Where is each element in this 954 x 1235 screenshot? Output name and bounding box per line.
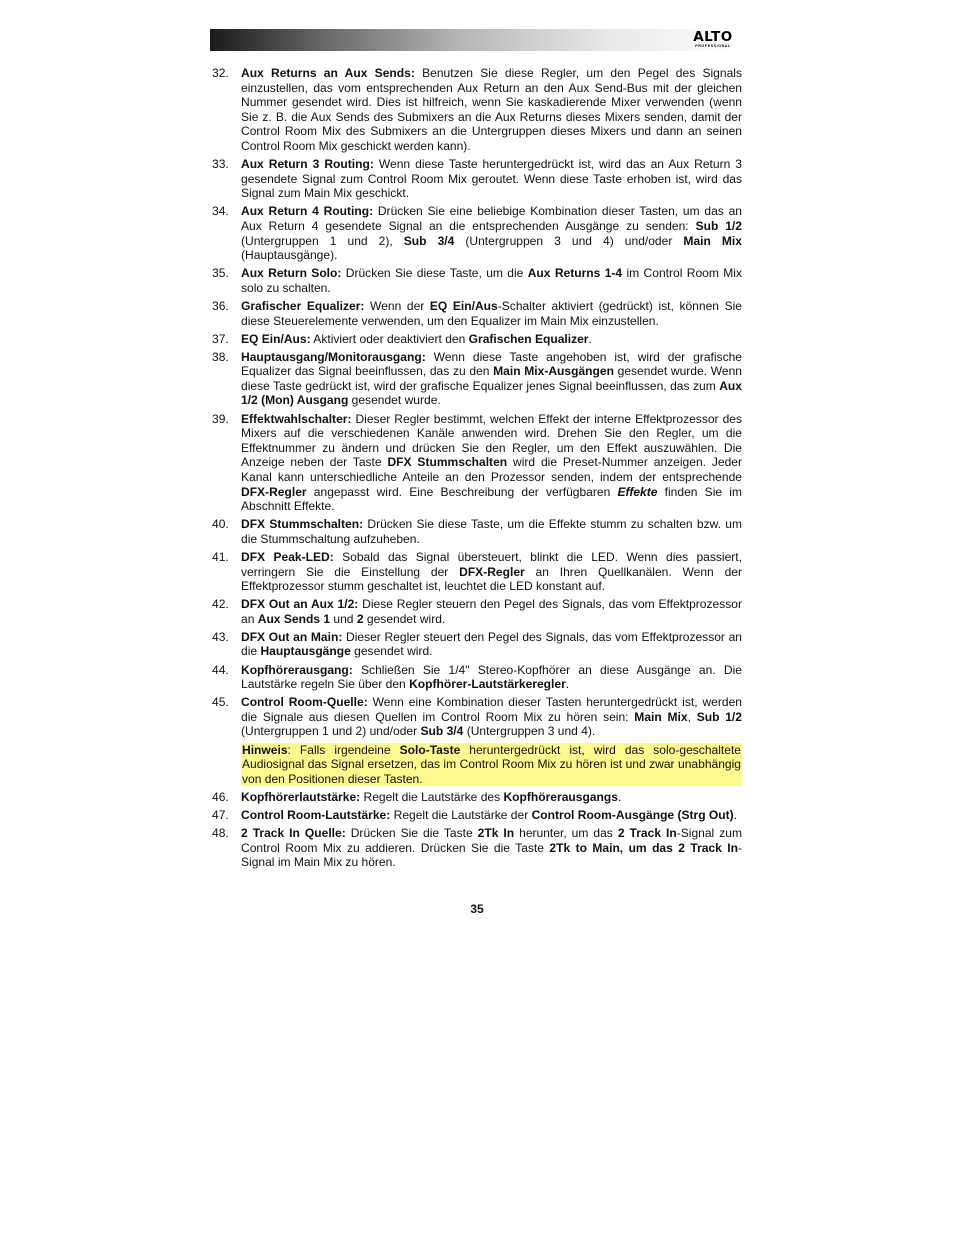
- bold-term: Hauptausgänge: [260, 644, 351, 659]
- bold-term: EQ Ein/Aus:: [241, 331, 311, 346]
- item-number: 42.: [212, 597, 229, 612]
- text-run: Diese Regler steuern den Pegel des Signals, das vom Effektprozessor an: [241, 597, 742, 626]
- bold-term: Sub 3/4: [403, 233, 455, 248]
- bold-term: Kopfhörerausgangs: [503, 789, 618, 804]
- text-run: gesendet wird.: [350, 644, 433, 659]
- item-number: 44.: [212, 662, 229, 677]
- text-run: Wenn diese Taste angehoben ist, wird der grafische Equalizer das Signal beeinflussen, das zu den: [241, 349, 742, 379]
- item-number: 32.: [212, 66, 229, 80]
- text-run: Drücken Sie die Taste: [345, 826, 478, 840]
- list-item: [212, 826, 742, 870]
- text-run: (Untergruppen 1 und 2),: [241, 233, 404, 248]
- bold-term: Aux Returns 1-4: [527, 266, 623, 281]
- item-number: 35.: [212, 266, 229, 281]
- text-run: finden Sie im Abschnitt Effekte.: [241, 484, 742, 514]
- text-run: Wenn diese Taste heruntergedrückt ist, wird das an Aux Return 3 gesendete Signal zum Control Room Mix geroutet. Wenn diese Taste erhoben ist, wird das Signal zum Main Mix geschickt.: [241, 157, 742, 201]
- text-run: wird die Preset-Nummer anzeigen. Jeder Kanal kann unterschiedliche Anteile an den Prozessor senden, indem der entsprechende: [241, 455, 742, 484]
- numbered-list-a: [212, 66, 742, 739]
- list-item: [212, 412, 742, 514]
- bold-term: Effektwahlschalter:: [241, 411, 352, 426]
- text-run: an Ihren Quellkanälen. Wenn der Effektprozessor stumm geschaltet ist, leuchtet die LED konstant auf.: [241, 564, 742, 594]
- bold-term: DFX Stummschalten:: [241, 517, 364, 532]
- item-number: 36.: [212, 298, 229, 313]
- bold-term: EQ Ein/Aus: [429, 298, 498, 313]
- text-run: Regelt die Lautstärke der: [390, 807, 532, 822]
- text-run: gesendet wurde. Wenn diese Taste gedrückt ist, wird der grafische Equalizer jenes Signal beeinflussen, das zum: [241, 364, 742, 393]
- list-item: [212, 332, 742, 347]
- manual-body: [212, 66, 742, 873]
- text-run: angepasst wird. Eine Beschreibung der verfügbaren: [306, 484, 618, 499]
- text-run: Regelt die Lautstärke des: [360, 789, 504, 804]
- text-run: Benutzen Sie diese Regler, um den Pegel des Signals einzustellen, das vom entsprechenden Aux Return an den Aux Send-Bus mit der gleichen Nummer gesendet wird. Dies ist hilfreich, wenn Sie kaskadierende Mixer verwenden (wenn Sie z. B. die Aux Sends des Submixers an die Aux Returns dieses Mixers senden, damit der Control Room Mix des Submixers an die Untergruppen dieses Mixers und dann an seinen Control Room Mix geschickt werden kann).: [241, 66, 742, 153]
- bold-term: DFX Stummschalten: [387, 455, 508, 470]
- bold-term: DFX-Regler: [459, 564, 525, 579]
- text-run: .: [617, 789, 622, 804]
- text-run: : Falls irgendeine: [287, 742, 400, 757]
- header-gradient-bar: [210, 29, 742, 51]
- bold-term: Aux Returns an Aux Sends:: [241, 66, 415, 80]
- text-run: im Control Room Mix solo zu schalten.: [241, 266, 742, 295]
- bold-term: Sub 1/2: [695, 218, 742, 233]
- item-number: 37.: [212, 331, 229, 346]
- highlighted-note: [241, 743, 742, 787]
- bold-term: DFX Out an Main:: [241, 629, 343, 644]
- item-number: 46.: [212, 789, 229, 804]
- bold-term: Aux Return 4 Routing:: [241, 204, 374, 219]
- text-run: .: [733, 807, 738, 822]
- bold-term: DFX Out an Aux 1/2:: [241, 597, 359, 612]
- numbered-list-b: [212, 790, 742, 870]
- bold-term: Sub 1/2: [696, 709, 742, 724]
- bold-term: Aux Sends 1: [257, 611, 331, 626]
- list-item: [212, 299, 742, 328]
- bold-term: Solo-Taste: [399, 742, 461, 757]
- text-run: (Untergruppen 3 und 4) und/oder: [454, 233, 684, 248]
- bold-term: Grafischer Equalizer:: [241, 298, 365, 313]
- item-number: 48.: [212, 826, 229, 840]
- text-run: gesendet wird.: [363, 611, 446, 626]
- item-number: 41.: [212, 549, 229, 564]
- bold-term: 2: [356, 611, 364, 626]
- list-item: [212, 695, 742, 739]
- alto-logo: [686, 31, 740, 49]
- bold-term: 2 Track In: [617, 826, 677, 840]
- text-run: (Hauptausgänge).: [241, 248, 338, 263]
- list-item: [212, 517, 742, 546]
- text-run: Sobald das Signal übersteuert, blinkt die LED. Wenn dies passiert, verringern Sie die Einstellung der: [241, 549, 742, 579]
- list-item: [212, 790, 742, 805]
- bold-term: Hauptausgang/Monitorausgang:: [241, 349, 426, 364]
- item-number: 34.: [212, 204, 229, 219]
- bold-term: 2Tk to Main, um das 2 Track In: [549, 840, 738, 855]
- bold-term: Hinweis: [242, 742, 288, 757]
- text-run: Wenn der: [364, 298, 430, 313]
- bold-term: Kopfhörerausgang:: [241, 662, 353, 677]
- page-number: 35: [470, 902, 484, 916]
- bold-term: Effekte: [617, 484, 658, 499]
- bold-term: 2 Track In Quelle:: [241, 826, 346, 840]
- text-run: herunter, um das: [514, 826, 618, 840]
- item-number: 40.: [212, 517, 229, 532]
- item-number: 45.: [212, 695, 229, 710]
- text-run: Dieser Regler steuert den Pegel des Signals, das vom Effektprozessor an die: [241, 629, 743, 659]
- list-item: [212, 597, 742, 626]
- text-run: Wenn eine Kombination dieser Tasten heruntergedrückt ist, werden die Signale aus diesen Quellen im Control Room Mix zu hören sein:: [241, 695, 742, 724]
- text-run: Drücken Sie diese Taste, um die: [341, 266, 528, 281]
- text-run: -Schalter aktiviert (gedrückt) ist, können Sie diese Steuerelemente verwenden, um den Equalizer im Main Mix einzustellen.: [241, 298, 742, 328]
- item-number: 43.: [212, 629, 229, 644]
- text-run: -Signal im Main Mix zu hören.: [241, 840, 742, 870]
- bold-term: Control Room-Quelle:: [241, 695, 368, 710]
- bold-term: Main Mix: [683, 233, 742, 248]
- list-item: [212, 204, 742, 262]
- bold-term: 2Tk In: [477, 826, 515, 840]
- list-item: [212, 663, 742, 692]
- bold-term: Aux Return 3 Routing:: [241, 157, 374, 172]
- bold-term: DFX Peak-LED:: [241, 549, 334, 564]
- item-number: 38.: [212, 349, 229, 364]
- text-run: Drücken Sie eine beliebige Kombination dieser Tasten, um das an Aux Return 4 gesendete Signal an die entsprechenden Ausgänge zu senden:: [241, 204, 742, 233]
- bold-term: Main Mix-Ausgängen: [493, 364, 614, 379]
- text-run: Schließen Sie 1/4" Stereo-Kopfhörer an diese Ausgänge an. Die Lautstärke regeln Sie über den: [241, 662, 742, 692]
- text-run: gesendet wurde.: [348, 393, 441, 408]
- logo-wordmark: ALTO: [693, 29, 733, 45]
- item-number: 47.: [212, 807, 229, 822]
- list-item: [212, 157, 742, 201]
- text-run: Aktiviert oder deaktiviert den: [310, 331, 469, 346]
- bold-term: Sub 3/4: [420, 724, 464, 739]
- logo-subtitle: PROFESSIONAL: [695, 44, 731, 48]
- bold-term: Control Room-Ausgänge (Strg Out): [531, 807, 734, 822]
- bold-term: Kopfhörer-Lautstärkeregler: [409, 677, 566, 692]
- text-run: Dieser Regler bestimmt, welchen Effekt der interne Effektprozessor des Mixers auf die verschiedenen Kanäle anwenden wird. Drehen Sie den Regler, um die Effektnummer zu ändern und drücken Sie den Regler, um den Effekt auszuwählen. Die Anzeige neben der Taste: [241, 411, 742, 470]
- list-item: [212, 350, 742, 408]
- list-item: [212, 550, 742, 594]
- bold-term: Grafischen Equalizer: [468, 331, 589, 346]
- item-number: 33.: [212, 157, 229, 172]
- bold-term: Control Room-Lautstärke:: [241, 807, 391, 822]
- text-run: Drücken Sie diese Taste, um die Effekte stumm zu schalten bzw. um die Stummschaltung aufzuheben.: [241, 517, 742, 546]
- list-item: [212, 266, 742, 295]
- text-run: (Untergruppen 3 und 4).: [463, 724, 596, 739]
- item-number: 39.: [212, 411, 229, 426]
- text-run: .: [565, 677, 570, 692]
- text-run: ,: [687, 709, 697, 724]
- list-item: [212, 808, 742, 823]
- text-run: und: [330, 611, 357, 626]
- bold-term: Aux Return Solo:: [241, 266, 342, 281]
- bold-term: Aux 1/2 (Mon) Ausgang: [241, 378, 742, 408]
- bold-term: Main Mix: [634, 709, 688, 724]
- text-run: .: [588, 331, 592, 346]
- text-run: heruntergedrückt ist, wird das solo-geschaltete Audiosignal das Signal ersetzen, das im Control Room Mix zu hören ist und zwar unabhängig von den Positionen dieser Tasten.: [242, 742, 741, 786]
- text-run: -Signal zum Control Room Mix zu addieren. Drücken Sie die Taste: [241, 826, 742, 855]
- bold-term: DFX-Regler: [241, 484, 307, 499]
- text-run: (Untergruppen 1 und 2) und/oder: [241, 724, 421, 739]
- bold-term: Kopfhörerlautstärke:: [241, 789, 361, 804]
- list-item: [212, 630, 742, 659]
- list-item: [212, 66, 742, 154]
